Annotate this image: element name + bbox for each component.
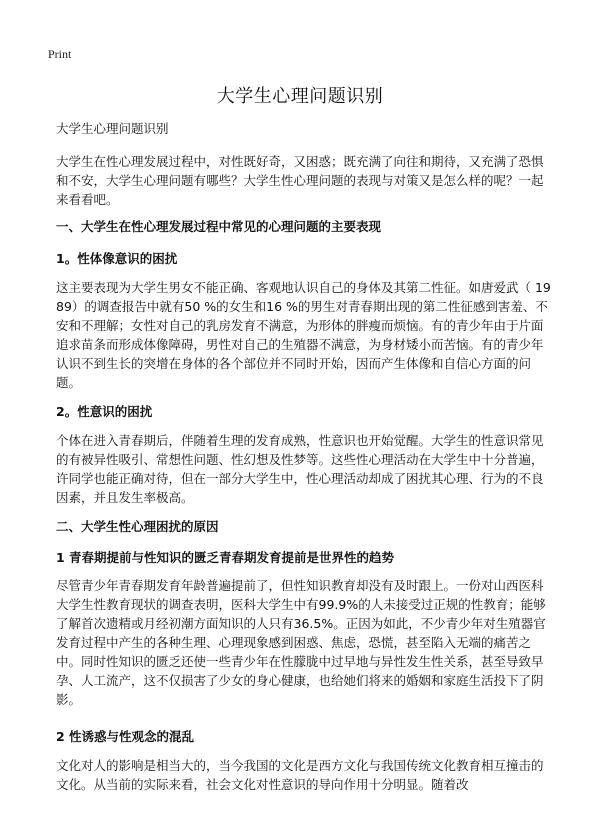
section-1-2-heading: 2。性意识的困扰 — [56, 404, 153, 419]
print-link[interactable]: Print — [48, 47, 72, 61]
section-1-2-paragraph: 个体在进入青春期后，伴随着生理的发育成熟，性意识也开始觉醒。大学生的性意识常见的有被异性吸引、常想性问题、性幻想及性梦等。这些性心理活动在大学生中十分普遍，许同学也能正确对待，但在一部分大学生中，性心理活动却成了困扰其心理、行为的不良因素，并且发生率极高。 — [56, 433, 544, 505]
section-2-1-paragraph: 尽管青少年青春期发育年龄普遍提前了，但性知识教育却没有及时跟上。一份对山西医科大学生性教育现状的调查表明，医科大学生中有99.9%的人未接受过正规的性教育；能够了解首次遗精或月经初潮方面知识的人只有36.5%。正因为如此，不少青少年对生殖器官发育过程中产生的各种生理、心理现象感到困惑、焦虑，恐慌，甚至陷入无端的痛苦之中。同时性知识的匮乏还使一些青少年在性朦胧中过早地与异性发生性关系，甚至导致早孕、人工流产，这不仅损害了少女的身心健康，也给她们将来的婚姻和家庭生活投下了阴影。 — [56, 578, 546, 707]
page-title: 大学生心理问题识别 — [216, 86, 384, 107]
section-2-heading: 二、大学生性心理困扰的原因 — [56, 519, 219, 534]
section-1-1-paragraph: 这主要表现为大学生男女不能正确、客观地认识自己的身体及其第二性征。如唐爱武（ 1989）的调查报告中就有50 %的女生和16 %的男生对青春期出现的第二性征感到害羞、不安和不理解；女性对自己的乳房发育不满意，为形体的胖瘦而烦恼。有的青少年由于片面追求苗条而形成体像障碍，男性对自己的生殖器不满意，为身材矮小而苦恼。有的青少年认识不到生长的突增在身体的各个部位并不同时开始，因而产生体像和自信心方面的问题。 — [56, 280, 551, 390]
section-2-1-heading: 1 青春期提前与性知识的匮乏青春期发育提前是世界性的趋势 — [56, 550, 395, 565]
section-2-2-paragraph: 文化对人的影响是相当大的，当今我国的文化是西方文化与我国传统文化教育相互撞击的文化。从当前的实际来看，社会文化对性意识的导向作用十分明显。随着改 — [56, 758, 544, 792]
section-1-1-heading: 1。性体像意识的困扰 — [56, 251, 178, 266]
section-1-heading: 一、大学生在性心理发展过程中常见的心理问题的主要表现 — [56, 219, 382, 234]
section-2-2-heading: 2 性诱惑与性观念的混乱 — [56, 729, 195, 744]
document-subtitle: 大学生心理问题识别 — [56, 121, 169, 136]
intro-paragraph: 大学生在性心理发展过程中，对性既好奇，又困惑；既充满了向往和期待，又充满了恐惧和不安，大学生心理问题有哪些？大学生性心理问题的表现与对策又是怎么样的呢？一起来看看吧。 — [56, 154, 544, 207]
